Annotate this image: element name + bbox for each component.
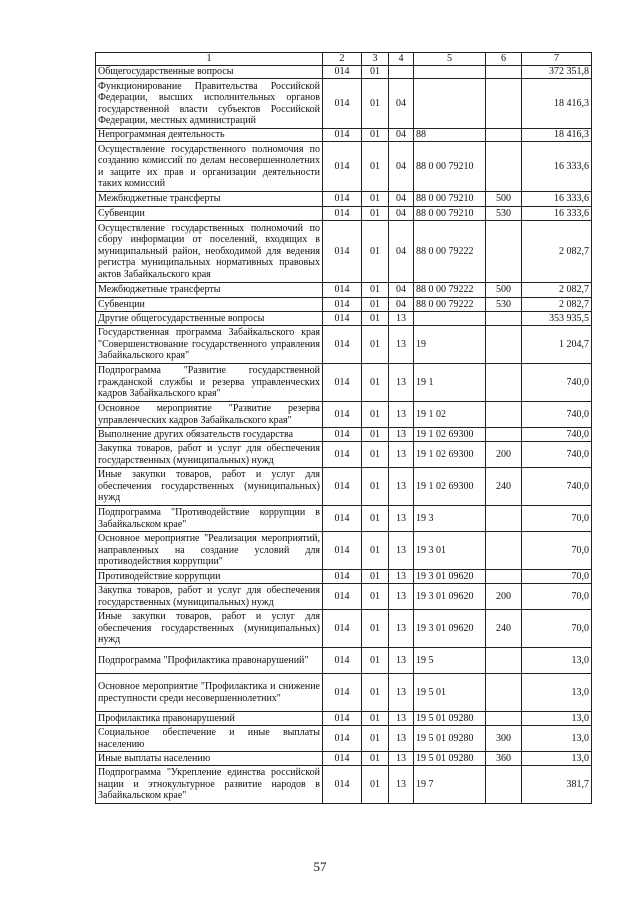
ministry-code-cell: 014 bbox=[323, 712, 362, 726]
ministry-code-cell: 014 bbox=[323, 66, 362, 79]
amount-cell: 381,7 bbox=[522, 766, 592, 804]
ministry-code-cell: 014 bbox=[323, 428, 362, 442]
amount-cell: 13,0 bbox=[522, 648, 592, 674]
amount-cell: 16 333,6 bbox=[522, 142, 592, 192]
expense-type-code-cell: 500 bbox=[486, 192, 522, 207]
amount-cell: 2 082,7 bbox=[522, 298, 592, 312]
section-code-cell: 01 bbox=[362, 766, 389, 804]
section-code-cell: 01 bbox=[362, 752, 389, 766]
expense-type-code-cell bbox=[486, 648, 522, 674]
table-row bbox=[96, 312, 592, 326]
subsection-code-cell: 13 bbox=[389, 326, 414, 364]
subsection-code-cell: 13 bbox=[389, 584, 414, 610]
table-row bbox=[96, 726, 592, 752]
expense-type-code-cell: 500 bbox=[486, 283, 522, 298]
row-name-cell: Непрограммная деятельность bbox=[96, 129, 323, 142]
row-name-cell: Иные закупки товаров, работ и услуг для обеспечения государственных (муниципальных) нужд bbox=[96, 610, 323, 648]
section-code-cell: 01 bbox=[362, 428, 389, 442]
row-name-cell: Закупка товаров, работ и услуг для обеспечения государственных (муниципальных) нужд bbox=[96, 584, 323, 610]
amount-cell: 18 416,3 bbox=[522, 129, 592, 142]
subsection-code-cell: 04 bbox=[389, 129, 414, 142]
target-article-code-cell: 88 0 00 79222 bbox=[414, 283, 486, 298]
amount-cell: 13,0 bbox=[522, 674, 592, 712]
ministry-code-cell: 014 bbox=[323, 364, 362, 402]
expense-type-code-cell bbox=[486, 712, 522, 726]
table-row bbox=[96, 752, 592, 766]
subsection-code-cell bbox=[389, 66, 414, 79]
page-number: 57 bbox=[313, 859, 327, 874]
target-article-code-cell: 88 bbox=[414, 129, 486, 142]
table-row bbox=[96, 766, 592, 804]
amount-cell: 70,0 bbox=[522, 532, 592, 570]
table-row bbox=[96, 570, 592, 584]
row-name-cell: Иные закупки товаров, работ и услуг для обеспечения государственных (муниципальных) нужд bbox=[96, 468, 323, 506]
ministry-code-cell: 014 bbox=[323, 298, 362, 312]
expense-type-code-cell bbox=[486, 402, 522, 428]
target-article-code-cell: 88 0 00 79210 bbox=[414, 142, 486, 192]
subsection-code-cell: 04 bbox=[389, 207, 414, 221]
subsection-code-cell: 13 bbox=[389, 442, 414, 468]
table-row bbox=[96, 442, 592, 468]
row-name-cell: Осуществление государственных полномочий по сбору информации от поселений, входящих в муниципальный район, необходимой для ведения регистра муниципальных нормативных правовых актов Забайкальского края bbox=[96, 221, 323, 283]
ministry-code-cell: 014 bbox=[323, 207, 362, 221]
expense-type-code-cell bbox=[486, 364, 522, 402]
table-row bbox=[96, 584, 592, 610]
table-row bbox=[96, 428, 592, 442]
expense-type-code-cell bbox=[486, 79, 522, 129]
target-article-code-cell: 19 5 01 bbox=[414, 674, 486, 712]
expense-type-code-cell bbox=[486, 532, 522, 570]
row-name-cell: Подпрограмма "Профилактика правонарушений" bbox=[96, 648, 323, 674]
header-cell: 5 bbox=[414, 53, 486, 66]
section-code-cell: 01 bbox=[362, 468, 389, 506]
table-row bbox=[96, 142, 592, 192]
subsection-code-cell: 13 bbox=[389, 712, 414, 726]
section-code-cell: 01 bbox=[362, 364, 389, 402]
section-code-cell: 01 bbox=[362, 326, 389, 364]
ministry-code-cell: 014 bbox=[323, 79, 362, 129]
section-code-cell: 01 bbox=[362, 570, 389, 584]
amount-cell: 18 416,3 bbox=[522, 79, 592, 129]
table-row bbox=[96, 532, 592, 570]
section-code-cell: 01 bbox=[362, 129, 389, 142]
target-article-code-cell: 19 3 01 09620 bbox=[414, 584, 486, 610]
ministry-code-cell: 014 bbox=[323, 726, 362, 752]
section-code-cell: 01 bbox=[362, 726, 389, 752]
subsection-code-cell: 13 bbox=[389, 468, 414, 506]
header-cell: 4 bbox=[389, 53, 414, 66]
expense-type-code-cell bbox=[486, 129, 522, 142]
row-name-cell: Иные выплаты населению bbox=[96, 752, 323, 766]
row-name-cell: Субвенции bbox=[96, 298, 323, 312]
table-row bbox=[96, 402, 592, 428]
amount-cell: 740,0 bbox=[522, 468, 592, 506]
amount-cell: 2 082,7 bbox=[522, 283, 592, 298]
target-article-code-cell: 88 0 00 79222 bbox=[414, 221, 486, 283]
row-name-cell: Подпрограмма "Укрепление единства российской нации и этнокультурное развитие народов в Забайкальском крае" bbox=[96, 766, 323, 804]
header-cell: 7 bbox=[522, 53, 592, 66]
ministry-code-cell: 014 bbox=[323, 584, 362, 610]
amount-cell: 70,0 bbox=[522, 610, 592, 648]
amount-cell: 740,0 bbox=[522, 402, 592, 428]
row-name-cell: Другие общегосударственные вопросы bbox=[96, 312, 323, 326]
target-article-code-cell bbox=[414, 66, 486, 79]
section-code-cell: 01 bbox=[362, 712, 389, 726]
subsection-code-cell: 04 bbox=[389, 142, 414, 192]
expense-type-code-cell: 360 bbox=[486, 752, 522, 766]
row-name-cell: Функционирование Правительства Российской Федерации, высших исполнительных органов государственной власти субъектов Российской Федерации, местных администраций bbox=[96, 79, 323, 129]
target-article-code-cell: 19 1 02 bbox=[414, 402, 486, 428]
table-row bbox=[96, 506, 592, 532]
target-article-code-cell: 19 1 02 69300 bbox=[414, 442, 486, 468]
section-code-cell: 01 bbox=[362, 207, 389, 221]
ministry-code-cell: 014 bbox=[323, 283, 362, 298]
target-article-code-cell: 19 bbox=[414, 326, 486, 364]
row-name-cell: Межбюджетные трансферты bbox=[96, 192, 323, 207]
table-row bbox=[96, 298, 592, 312]
table-row bbox=[96, 283, 592, 298]
amount-cell: 740,0 bbox=[522, 364, 592, 402]
section-code-cell: 01 bbox=[362, 142, 389, 192]
ministry-code-cell: 014 bbox=[323, 221, 362, 283]
expense-type-code-cell bbox=[486, 570, 522, 584]
section-code-cell: 01 bbox=[362, 506, 389, 532]
target-article-code-cell bbox=[414, 312, 486, 326]
row-name-cell: Основное мероприятие "Профилактика и снижение преступности среди несовершеннолетних" bbox=[96, 674, 323, 712]
target-article-code-cell: 19 5 01 09280 bbox=[414, 752, 486, 766]
ministry-code-cell: 014 bbox=[323, 674, 362, 712]
section-code-cell: 01 bbox=[362, 283, 389, 298]
table-row bbox=[96, 192, 592, 207]
table-row bbox=[96, 712, 592, 726]
amount-cell: 740,0 bbox=[522, 442, 592, 468]
ministry-code-cell: 014 bbox=[323, 312, 362, 326]
ministry-code-cell: 014 bbox=[323, 142, 362, 192]
row-name-cell: Осуществление государственного полномочия по созданию комиссий по делам несовершеннолетних и защите их прав и организации деятельности таких комиссий bbox=[96, 142, 323, 192]
table-row bbox=[96, 221, 592, 283]
table-row bbox=[96, 468, 592, 506]
header-cell: 6 bbox=[486, 53, 522, 66]
subsection-code-cell: 13 bbox=[389, 312, 414, 326]
section-code-cell: 01 bbox=[362, 298, 389, 312]
section-code-cell: 01 bbox=[362, 532, 389, 570]
expense-type-code-cell bbox=[486, 766, 522, 804]
target-article-code-cell: 19 1 02 69300 bbox=[414, 428, 486, 442]
row-name-cell: Выполнение других обязательств государства bbox=[96, 428, 323, 442]
target-article-code-cell: 88 0 00 79222 bbox=[414, 298, 486, 312]
section-code-cell: 01 bbox=[362, 192, 389, 207]
ministry-code-cell: 014 bbox=[323, 442, 362, 468]
amount-cell: 16 333,6 bbox=[522, 192, 592, 207]
ministry-code-cell: 014 bbox=[323, 192, 362, 207]
amount-cell: 1 204,7 bbox=[522, 326, 592, 364]
ministry-code-cell: 014 bbox=[323, 752, 362, 766]
subsection-code-cell: 13 bbox=[389, 570, 414, 584]
row-name-cell: Противодействие коррупции bbox=[96, 570, 323, 584]
subsection-code-cell: 13 bbox=[389, 532, 414, 570]
section-code-cell: 01 bbox=[362, 402, 389, 428]
amount-cell: 372 351,8 bbox=[522, 66, 592, 79]
ministry-code-cell: 014 bbox=[323, 468, 362, 506]
row-name-cell: Социальное обеспечение и иные выплаты населению bbox=[96, 726, 323, 752]
header-cell: 1 bbox=[96, 53, 323, 66]
ministry-code-cell: 014 bbox=[323, 402, 362, 428]
section-code-cell: 01 bbox=[362, 648, 389, 674]
expense-type-code-cell: 240 bbox=[486, 610, 522, 648]
expense-type-code-cell bbox=[486, 221, 522, 283]
ministry-code-cell: 014 bbox=[323, 648, 362, 674]
section-code-cell: 01 bbox=[362, 442, 389, 468]
subsection-code-cell: 13 bbox=[389, 726, 414, 752]
expense-type-code-cell: 300 bbox=[486, 726, 522, 752]
subsection-code-cell: 04 bbox=[389, 298, 414, 312]
table-row bbox=[96, 207, 592, 221]
subsection-code-cell: 13 bbox=[389, 648, 414, 674]
section-code-cell: 01 bbox=[362, 312, 389, 326]
target-article-code-cell: 88 0 00 79210 bbox=[414, 192, 486, 207]
expense-type-code-cell: 530 bbox=[486, 207, 522, 221]
amount-cell: 13,0 bbox=[522, 726, 592, 752]
section-code-cell: 01 bbox=[362, 584, 389, 610]
row-name-cell: Основное мероприятие "Реализация мероприятий, направленных на создание условий для противодействия коррупции" bbox=[96, 532, 323, 570]
expense-type-code-cell: 200 bbox=[486, 442, 522, 468]
table-row bbox=[96, 674, 592, 712]
section-code-cell: 01 bbox=[362, 66, 389, 79]
section-code-cell: 01 bbox=[362, 674, 389, 712]
budget-table bbox=[95, 52, 592, 804]
row-name-cell: Общегосударственные вопросы bbox=[96, 66, 323, 79]
table-row bbox=[96, 610, 592, 648]
subsection-code-cell: 13 bbox=[389, 766, 414, 804]
expense-type-code-cell: 530 bbox=[486, 298, 522, 312]
table-row bbox=[96, 326, 592, 364]
table-row bbox=[96, 129, 592, 142]
table-row bbox=[96, 364, 592, 402]
table-row bbox=[96, 648, 592, 674]
expense-type-code-cell: 240 bbox=[486, 468, 522, 506]
expense-type-code-cell bbox=[486, 326, 522, 364]
row-name-cell: Основное мероприятие "Развитие резерва управленческих кадров Забайкальского края" bbox=[96, 402, 323, 428]
row-name-cell: Государственная программа Забайкальского края "Совершенствование государственного управления Забайкальского края" bbox=[96, 326, 323, 364]
expense-type-code-cell bbox=[486, 66, 522, 79]
row-name-cell: Подпрограмма "Противодействие коррупции в Забайкальском крае" bbox=[96, 506, 323, 532]
ministry-code-cell: 014 bbox=[323, 129, 362, 142]
amount-cell: 16 333,6 bbox=[522, 207, 592, 221]
ministry-code-cell: 014 bbox=[323, 506, 362, 532]
subsection-code-cell: 13 bbox=[389, 364, 414, 402]
subsection-code-cell: 13 bbox=[389, 752, 414, 766]
target-article-code-cell: 88 0 00 79210 bbox=[414, 207, 486, 221]
expense-type-code-cell: 200 bbox=[486, 584, 522, 610]
table-body bbox=[96, 66, 592, 804]
target-article-code-cell: 19 5 01 09280 bbox=[414, 726, 486, 752]
subsection-code-cell: 13 bbox=[389, 674, 414, 712]
ministry-code-cell: 014 bbox=[323, 532, 362, 570]
amount-cell: 70,0 bbox=[522, 584, 592, 610]
ministry-code-cell: 014 bbox=[323, 570, 362, 584]
subsection-code-cell: 04 bbox=[389, 192, 414, 207]
target-article-code-cell: 19 3 01 09620 bbox=[414, 570, 486, 584]
expense-type-code-cell bbox=[486, 142, 522, 192]
ministry-code-cell: 014 bbox=[323, 326, 362, 364]
subsection-code-cell: 13 bbox=[389, 610, 414, 648]
header-cell: 2 bbox=[323, 53, 362, 66]
target-article-code-cell: 19 5 bbox=[414, 648, 486, 674]
header-row bbox=[96, 53, 592, 66]
amount-cell: 353 935,5 bbox=[522, 312, 592, 326]
ministry-code-cell: 014 bbox=[323, 766, 362, 804]
expense-type-code-cell bbox=[486, 312, 522, 326]
row-name-cell: Закупка товаров, работ и услуг для обеспечения государственных (муниципальных) нужд bbox=[96, 442, 323, 468]
table-row bbox=[96, 79, 592, 129]
row-name-cell: Межбюджетные трансферты bbox=[96, 283, 323, 298]
ministry-code-cell: 014 bbox=[323, 610, 362, 648]
target-article-code-cell bbox=[414, 79, 486, 129]
target-article-code-cell: 19 1 bbox=[414, 364, 486, 402]
target-article-code-cell: 19 1 02 69300 bbox=[414, 468, 486, 506]
amount-cell: 740,0 bbox=[522, 428, 592, 442]
amount-cell: 13,0 bbox=[522, 752, 592, 766]
expense-type-code-cell bbox=[486, 674, 522, 712]
section-code-cell: 01 bbox=[362, 79, 389, 129]
subsection-code-cell: 13 bbox=[389, 428, 414, 442]
target-article-code-cell: 19 3 bbox=[414, 506, 486, 532]
row-name-cell: Субвенции bbox=[96, 207, 323, 221]
row-name-cell: Подпрограмма "Развитие государственной гражданской службы и резерва управленческих кадров Забайкальского края" bbox=[96, 364, 323, 402]
row-name-cell: Профилактика правонарушений bbox=[96, 712, 323, 726]
target-article-code-cell: 19 3 01 09620 bbox=[414, 610, 486, 648]
amount-cell: 70,0 bbox=[522, 506, 592, 532]
target-article-code-cell: 19 7 bbox=[414, 766, 486, 804]
header-cell: 3 bbox=[362, 53, 389, 66]
table-row bbox=[96, 66, 592, 79]
subsection-code-cell: 04 bbox=[389, 79, 414, 129]
subsection-code-cell: 13 bbox=[389, 506, 414, 532]
subsection-code-cell: 04 bbox=[389, 221, 414, 283]
amount-cell: 2 082,7 bbox=[522, 221, 592, 283]
expense-type-code-cell bbox=[486, 428, 522, 442]
subsection-code-cell: 04 bbox=[389, 283, 414, 298]
subsection-code-cell: 13 bbox=[389, 402, 414, 428]
amount-cell: 70,0 bbox=[522, 570, 592, 584]
target-article-code-cell: 19 3 01 bbox=[414, 532, 486, 570]
section-code-cell: 01 bbox=[362, 221, 389, 283]
target-article-code-cell: 19 5 01 09280 bbox=[414, 712, 486, 726]
expense-type-code-cell bbox=[486, 506, 522, 532]
amount-cell: 13,0 bbox=[522, 712, 592, 726]
section-code-cell: 01 bbox=[362, 610, 389, 648]
